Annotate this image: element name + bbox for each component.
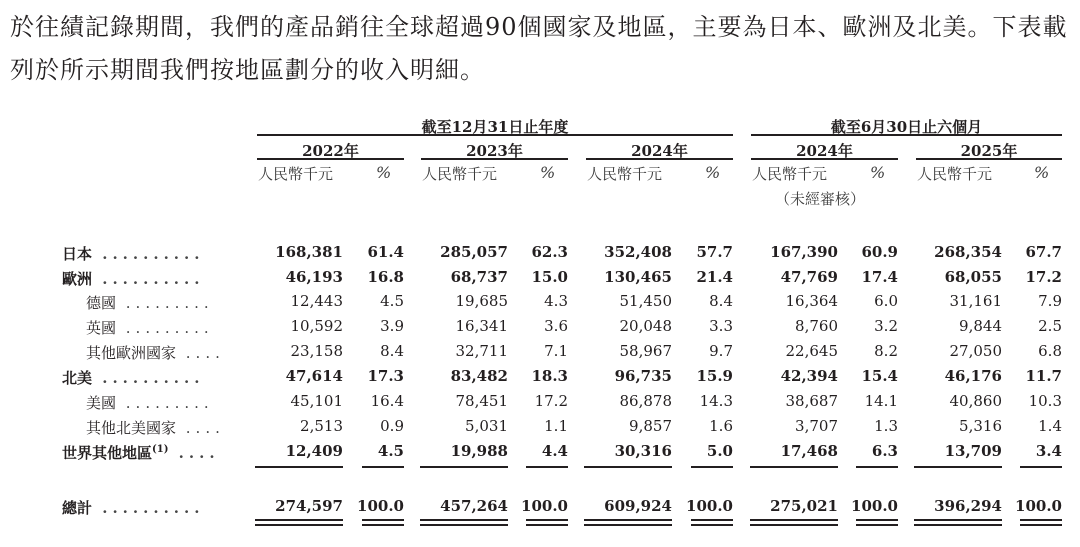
total-amount: 609,924 — [604, 497, 672, 515]
cell-percent: 3.6 — [544, 317, 568, 335]
cell-percent: 60.9 — [861, 243, 898, 261]
unaudited-note: （未經審核） — [775, 190, 866, 208]
year-underline — [257, 158, 404, 160]
cell-amount: 78,451 — [455, 392, 508, 410]
cell-percent: 4.5 — [377, 442, 404, 460]
cell-amount: 96,735 — [614, 367, 672, 385]
total-amount: 274,597 — [275, 497, 343, 515]
group-underline-fiscal-years — [257, 134, 733, 136]
total-amount: 275,021 — [770, 497, 838, 515]
cell-amount: 8,760 — [795, 317, 838, 335]
year-underline — [916, 158, 1062, 160]
total-double-rule-top — [856, 519, 898, 521]
cell-amount: 9,844 — [959, 317, 1002, 335]
row-label-text: 日本 — [62, 245, 93, 263]
leader-dots: .... — [168, 444, 220, 462]
group-header-fiscal-years: 截至12月31日止年度 — [421, 118, 569, 136]
group-underline-six-months — [751, 134, 1062, 136]
cell-amount: 2,513 — [300, 417, 343, 435]
total-double-rule-bottom — [584, 524, 672, 526]
row-label-text: 世界其他地區 — [62, 444, 153, 462]
leader-dots: ......... — [116, 319, 214, 337]
cell-percent: 16.8 — [367, 268, 404, 286]
row-label — [86, 342, 225, 363]
cell-amount: 51,450 — [619, 292, 672, 310]
cell-percent: 6.8 — [1038, 342, 1062, 360]
cell-percent: 1.4 — [1038, 417, 1062, 435]
cell-percent: 15.0 — [531, 268, 568, 286]
cell-amount: 285,057 — [440, 243, 508, 261]
year-header: 2022年 — [302, 142, 359, 160]
cell-amount: 40,860 — [949, 392, 1002, 410]
footnote-marker: (1) — [152, 444, 169, 455]
cell-amount: 168,381 — [275, 243, 343, 261]
cell-percent: 8.4 — [709, 292, 733, 310]
total-double-rule-bottom — [1020, 524, 1062, 526]
cell-percent: 1.1 — [544, 417, 568, 435]
row-label — [86, 392, 214, 413]
cell-percent: 17.2 — [1025, 268, 1062, 286]
total-double-rule-bottom — [856, 524, 898, 526]
subtotal-rule — [1020, 466, 1062, 468]
total-double-rule-bottom — [526, 524, 568, 526]
row-label-text: 德國 — [86, 294, 117, 312]
total-percent: 100.0 — [521, 497, 568, 515]
cell-amount: 47,769 — [780, 268, 838, 286]
cell-percent: 67.7 — [1025, 243, 1062, 261]
row-label-text: 美國 — [86, 394, 117, 412]
total-double-rule-top — [526, 519, 568, 521]
total-amount: 457,264 — [440, 497, 508, 515]
total-double-rule-top — [584, 519, 672, 521]
leader-dots: .......... — [92, 369, 205, 387]
total-percent: 100.0 — [1015, 497, 1062, 515]
cell-amount: 46,176 — [944, 367, 1002, 385]
row-label-text: 英國 — [86, 319, 117, 337]
cell-percent: 0.9 — [380, 417, 404, 435]
subtotal-rule — [856, 466, 898, 468]
cell-amount: 12,443 — [290, 292, 343, 310]
total-double-rule-top — [362, 519, 404, 521]
cell-amount: 16,364 — [785, 292, 838, 310]
cell-percent: 1.6 — [709, 417, 733, 435]
row-label — [62, 442, 220, 463]
cell-amount: 10,592 — [290, 317, 343, 335]
total-double-rule-top — [1020, 519, 1062, 521]
percent-label: % — [870, 163, 886, 182]
year-underline — [751, 158, 898, 160]
cell-amount: 19,988 — [450, 442, 508, 460]
cell-amount: 32,711 — [455, 342, 508, 360]
year-header: 2023年 — [466, 142, 523, 160]
intro-paragraph: 於往績記錄期間，我們的產品銷往全球超過90個國家及地區，主要為日本、歐洲及北美。下表載列於所示期間我們按地區劃分的收入明細。 — [10, 13, 1068, 84]
cell-amount: 5,031 — [465, 417, 508, 435]
cell-amount: 23,158 — [290, 342, 343, 360]
row-label — [86, 292, 214, 313]
leader-dots: ......... — [116, 294, 214, 312]
cell-percent: 6.0 — [874, 292, 898, 310]
subtotal-rule — [420, 466, 508, 468]
subtotal-rule — [526, 466, 568, 468]
total-double-rule-bottom — [255, 524, 343, 526]
cell-percent: 61.4 — [367, 243, 404, 261]
year-header: 2025年 — [960, 142, 1018, 160]
cell-amount: 17,468 — [780, 442, 838, 460]
row-label-text: 其他歐洲國家 — [86, 344, 177, 362]
cell-percent: 2.5 — [1038, 317, 1062, 335]
row-label — [86, 417, 225, 438]
cell-amount: 68,737 — [450, 268, 508, 286]
cell-percent: 4.5 — [380, 292, 404, 310]
row-label — [86, 317, 214, 338]
row-label-text: 其他北美國家 — [86, 419, 177, 437]
total-double-rule-top — [255, 519, 343, 521]
subtotal-rule — [691, 466, 733, 468]
year-underline — [421, 158, 568, 160]
cell-amount: 9,857 — [629, 417, 672, 435]
cell-percent: 16.4 — [370, 392, 404, 410]
cell-percent: 17.3 — [367, 367, 404, 385]
cell-percent: 1.3 — [874, 417, 898, 435]
row-label-text: 歐洲 — [62, 270, 93, 288]
cell-amount: 68,055 — [944, 268, 1002, 286]
cell-amount: 352,408 — [604, 243, 672, 261]
total-double-rule-bottom — [362, 524, 404, 526]
cell-percent: 3.4 — [1035, 442, 1062, 460]
cell-amount: 19,685 — [455, 292, 508, 310]
cell-amount: 46,193 — [285, 268, 343, 286]
row-label — [62, 367, 204, 388]
cell-percent: 14.3 — [699, 392, 733, 410]
cell-percent: 18.3 — [531, 367, 568, 385]
cell-amount: 58,967 — [619, 342, 672, 360]
row-label — [62, 268, 204, 289]
cell-percent: 14.1 — [864, 392, 898, 410]
cell-amount: 31,161 — [949, 292, 1002, 310]
cell-amount: 20,048 — [619, 317, 672, 335]
cell-percent: 57.7 — [696, 243, 733, 261]
cell-percent: 3.3 — [709, 317, 733, 335]
cell-amount: 47,614 — [285, 367, 343, 385]
cell-percent: 6.3 — [871, 442, 898, 460]
cell-amount: 12,409 — [285, 442, 343, 460]
cell-amount: 30,316 — [614, 442, 672, 460]
row-label — [62, 243, 204, 264]
total-double-rule-bottom — [914, 524, 1002, 526]
cell-amount: 45,101 — [290, 392, 343, 410]
leader-dots: .......... — [92, 245, 205, 263]
total-label-text: 總計 — [62, 499, 93, 517]
percent-label: % — [1034, 163, 1050, 182]
leader-dots: .... — [176, 344, 225, 362]
percent-label: % — [376, 163, 392, 182]
year-header: 2024年 — [796, 142, 853, 160]
leader-dots: .... — [176, 419, 225, 437]
cell-percent: 62.3 — [531, 243, 568, 261]
total-double-rule-bottom — [750, 524, 838, 526]
unit-label: 人民幣千元 — [587, 165, 663, 183]
cell-percent: 15.4 — [861, 367, 898, 385]
total-row-label — [62, 497, 204, 518]
cell-percent: 7.1 — [544, 342, 568, 360]
cell-percent: 3.9 — [380, 317, 404, 335]
unit-label: 人民幣千元 — [258, 165, 334, 183]
unit-label: 人民幣千元 — [422, 165, 498, 183]
cell-percent: 8.2 — [874, 342, 898, 360]
subtotal-rule — [255, 466, 343, 468]
cell-amount: 13,709 — [944, 442, 1002, 460]
cell-percent: 8.4 — [380, 342, 404, 360]
percent-label: % — [705, 163, 721, 182]
cell-amount: 42,394 — [780, 367, 838, 385]
total-double-rule-bottom — [691, 524, 733, 526]
group-header-six-months: 截至6月30日止六個月 — [830, 118, 983, 136]
cell-percent: 5.0 — [706, 442, 733, 460]
cell-percent: 10.3 — [1028, 392, 1062, 410]
cell-amount: 268,354 — [934, 243, 1002, 261]
cell-amount: 167,390 — [770, 243, 838, 261]
row-label-text: 北美 — [62, 369, 93, 387]
leader-dots: ......... — [116, 394, 214, 412]
total-double-rule-top — [750, 519, 838, 521]
total-amount: 396,294 — [934, 497, 1002, 515]
cell-percent: 17.2 — [534, 392, 568, 410]
cell-percent: 15.9 — [696, 367, 733, 385]
cell-amount: 38,687 — [785, 392, 838, 410]
cell-amount: 5,316 — [959, 417, 1002, 435]
leader-dots: .......... — [92, 270, 205, 288]
subtotal-rule — [584, 466, 672, 468]
total-percent: 100.0 — [851, 497, 898, 515]
cell-percent: 4.4 — [541, 442, 568, 460]
total-percent: 100.0 — [686, 497, 733, 515]
total-double-rule-top — [691, 519, 733, 521]
total-double-rule-bottom — [420, 524, 508, 526]
subtotal-rule — [914, 466, 1002, 468]
total-double-rule-top — [420, 519, 508, 521]
percent-label: % — [540, 163, 556, 182]
cell-percent: 9.7 — [709, 342, 733, 360]
unit-label: 人民幣千元 — [917, 165, 993, 183]
cell-amount: 27,050 — [949, 342, 1002, 360]
cell-percent: 17.4 — [861, 268, 898, 286]
total-percent: 100.0 — [357, 497, 404, 515]
cell-amount: 83,482 — [450, 367, 508, 385]
cell-percent: 11.7 — [1025, 367, 1062, 385]
subtotal-rule — [750, 466, 838, 468]
year-header: 2024年 — [631, 142, 688, 160]
year-underline — [586, 158, 733, 160]
total-double-rule-top — [914, 519, 1002, 521]
unit-label: 人民幣千元 — [752, 165, 828, 183]
leader-dots: .......... — [92, 499, 205, 517]
cell-percent: 4.3 — [544, 292, 568, 310]
cell-amount: 130,465 — [604, 268, 672, 286]
cell-amount: 3,707 — [795, 417, 838, 435]
cell-amount: 16,341 — [455, 317, 508, 335]
cell-amount: 86,878 — [619, 392, 672, 410]
cell-percent: 7.9 — [1038, 292, 1062, 310]
cell-percent: 21.4 — [696, 268, 733, 286]
subtotal-rule — [362, 466, 404, 468]
cell-amount: 22,645 — [785, 342, 838, 360]
cell-percent: 3.2 — [874, 317, 898, 335]
